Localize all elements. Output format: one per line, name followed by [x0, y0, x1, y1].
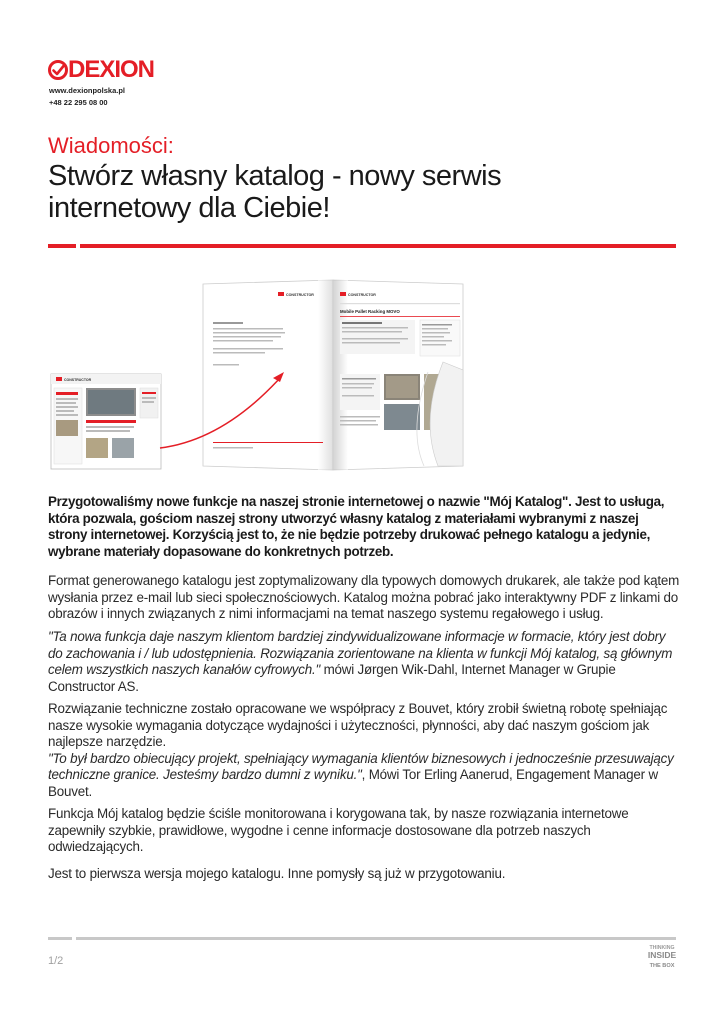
website-thumbnail [51, 374, 161, 469]
badge-line-2: INSIDE [648, 950, 676, 960]
quote-2: "To był bardzo obiecujący projekt, spełniający wymagania klientów biznesowych i jednocześnie przesuwający techniczne granice. Jesteśmy bardzo dumni z wyniku." [48, 750, 674, 782]
website-url[interactable]: www.dexionpolska.pl [49, 86, 125, 95]
brochure-brand-left: CONSTRUCTOR [286, 293, 314, 297]
thinking-inside-the-box-badge [648, 942, 676, 972]
paragraph-monitoring: Funkcja Mój katalog będzie ściśle monitorowana i korygowana tak, by nasze rozwiązania internetowe zapewniły szybkie, prawidłowe, wygodne i cenne informacje dostosowane dla potrzeb naszych odwiedzających. [48, 806, 629, 854]
lead-paragraph: Przygotowaliśmy nowe funkcje na naszej stronie internetowej o nazwie "Mój Katalog". Jest to usługa, która pozwala, gościom naszej strony utworzyć własny katalog z materiałami wybranymi z naszej strony internetowej. Korzyścią jest to, że nie będzie potrzeby drukować pełnego katalogu a jedynie, wybrane materiały dopasowane do konkretnych potrzeb. [48, 494, 665, 559]
catalog-illustration [48, 270, 478, 475]
red-divider-short [48, 244, 76, 248]
badge-line-3: THE BOX [649, 963, 675, 969]
logo-text: DEXION [68, 56, 155, 83]
badge-line-1: THINKING [649, 945, 675, 951]
paragraph-technical [48, 701, 680, 800]
page-number: 1/2 [48, 955, 64, 967]
quote-2-attribution: , Mówi Tor Erling Aanerud, Engagement Manager w Bouvet. [48, 767, 658, 799]
brochure-heading: Mobile Pallet Racking MOVO [340, 309, 400, 314]
red-divider-long [80, 244, 676, 248]
paragraph-closing: Jest to pierwsza wersja mojego katalogu. Inne pomysły są już w przygotowaniu. [48, 866, 506, 881]
quote-1: "Ta nowa funkcja daje naszym klientom bardziej zindywidualizowane informacje w formacie, który jest dobry do zachowania i / lub udostępnienia. Rozwiązania zorientowane na klienta w funkcji Mój katalog, są głównym celem wszystkich naszych kanałów cyfrowych." [48, 629, 673, 677]
brochure-brand-right: CONSTRUCTOR [348, 293, 376, 297]
page-title: Stwórz własny katalog - nowy serwis internetowy dla Ciebie! [48, 160, 502, 224]
footer-divider-short [48, 937, 72, 940]
footer-divider-long [76, 937, 676, 940]
paragraph-format: Format generowanego katalogu jest zoptymalizowany dla typowych domowych drukarek, ale także pod kątem wysłania przez e-mail lub sieci społecznościowych. Katalog można pobrać jako interaktywny PDF z linkami do obrazów i innych związanych z nimi informacjami na temat naszego systemu regałowego i usług. [48, 573, 680, 621]
technical-text: Rozwiązanie techniczne zostało opracowane we współpracy z Bouvet, który zrobił świetną robotę spełniając nasze wysokie wymagania dotyczące wydajności i użyteczności, płynności, aby dać naszym gościom jak najlepsze narzędzie. [48, 701, 668, 749]
brochure [203, 280, 463, 470]
section-label: Wiadomości: [48, 133, 174, 158]
paragraph-quote-1 [48, 629, 680, 695]
website-brand: CONSTRUCTOR [64, 378, 92, 382]
quote-1-attribution: mówi Jørgen Wik-Dahl, Internet Manager w Grupie Constructor AS. [48, 662, 616, 694]
phone-number: +48 22 295 08 00 [49, 98, 108, 107]
